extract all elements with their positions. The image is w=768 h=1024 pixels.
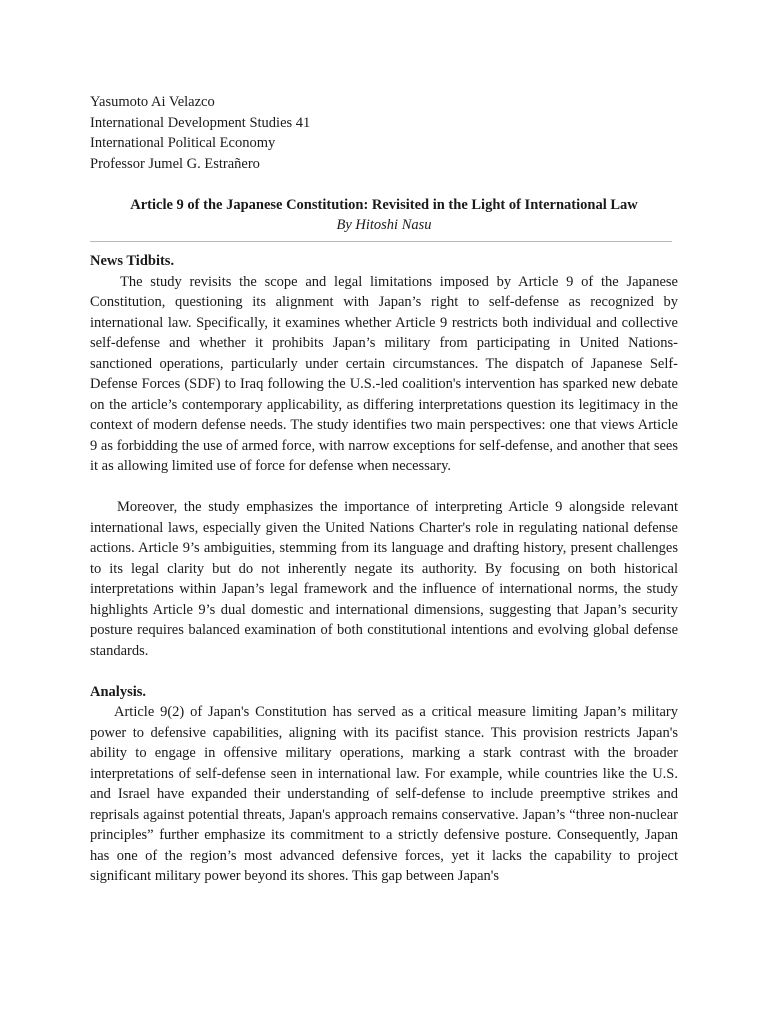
- author-name: Yasumoto Ai Velazco: [90, 94, 215, 110]
- news-paragraph-2: Moreover, the study emphasizes the importance of interpreting Article 9 alongside relevant international laws, especially given the United Nations Charter's role in regulating national defense actions. Article 9’s ambiguities, stemming from its language and drafting history, present challenges to its legal clarity but do not inherently negate its authority. By focusing on both historical interpretations within Japan’s legal framework and the influence of international norms, the study highlights Article 9’s dual domestic and international dimensions, suggesting that Japan’s security posture requires balanced examination of both constitutional intentions and evolving global defense standards.: [90, 499, 678, 659]
- professor-name: Professor Jumel G. Estrañero: [90, 155, 260, 172]
- title-block: [90, 195, 678, 235]
- divider-rule: [90, 241, 672, 242]
- article-title: Article 9 of the Japanese Constitution: Revisited in the Light of International Law: [130, 197, 638, 213]
- document-page: [90, 92, 678, 887]
- article-byline: By Hitoshi Nasu: [336, 217, 432, 233]
- analysis-paragraph-1: Article 9(2) of Japan's Constitution has served as a critical measure limiting Japan’s military power to defensive capabilities, aligning with its pacifist stance. This provision restricts Japan's ability to engage in offensive military operations, marking a stark contrast with the broader interpretations of self-defense seen in international law. For example, while countries like the U.S. and Israel have expanded their understanding of self-defense to include preemptive strikes and reprisals against potential threats, Japan's approach remains conservative. Japan’s “three non-nuclear principles” further emphasize its commitment to a strictly defensive posture. Consequently, Japan has one of the region’s most advanced defensive forces, yet it lacks the capability to project significant military power beyond its shores. This gap between Japan's: [90, 704, 678, 884]
- course-name: International Development Studies 41: [90, 114, 311, 131]
- paragraph-gap: [90, 661, 678, 682]
- news-heading: News Tidbits.: [90, 253, 175, 269]
- subject-name: International Political Economy: [90, 135, 276, 151]
- analysis-heading: Analysis.: [90, 683, 147, 700]
- news-paragraph-1: The study revisits the scope and legal limitations imposed by Article 9 of the Japanese Constitution, questioning its alignment with Japan’s right to self-defense as recognized by international law. Specifically, it examines whether Article 9 restricts both individual and collective self-defense and whether it prohibits Japan’s military from participating in United Nations-sanctioned operations, particularly under certain circumstances. The dispatch of Japanese Self-Defense Forces (SDF) to Iraq following the U.S.-led coalition's intervention has sparked new debate on the article’s contemporary applicability, as differing interpretations question its legitimacy in the context of modern defense needs. The study identifies two main perspectives: one that views Article 9 as forbidding the use of armed force, with narrow exceptions for self-defense, and another that sees it as allowing limited use of force for defense when necessary.: [90, 273, 678, 474]
- paragraph-gap: [90, 477, 678, 498]
